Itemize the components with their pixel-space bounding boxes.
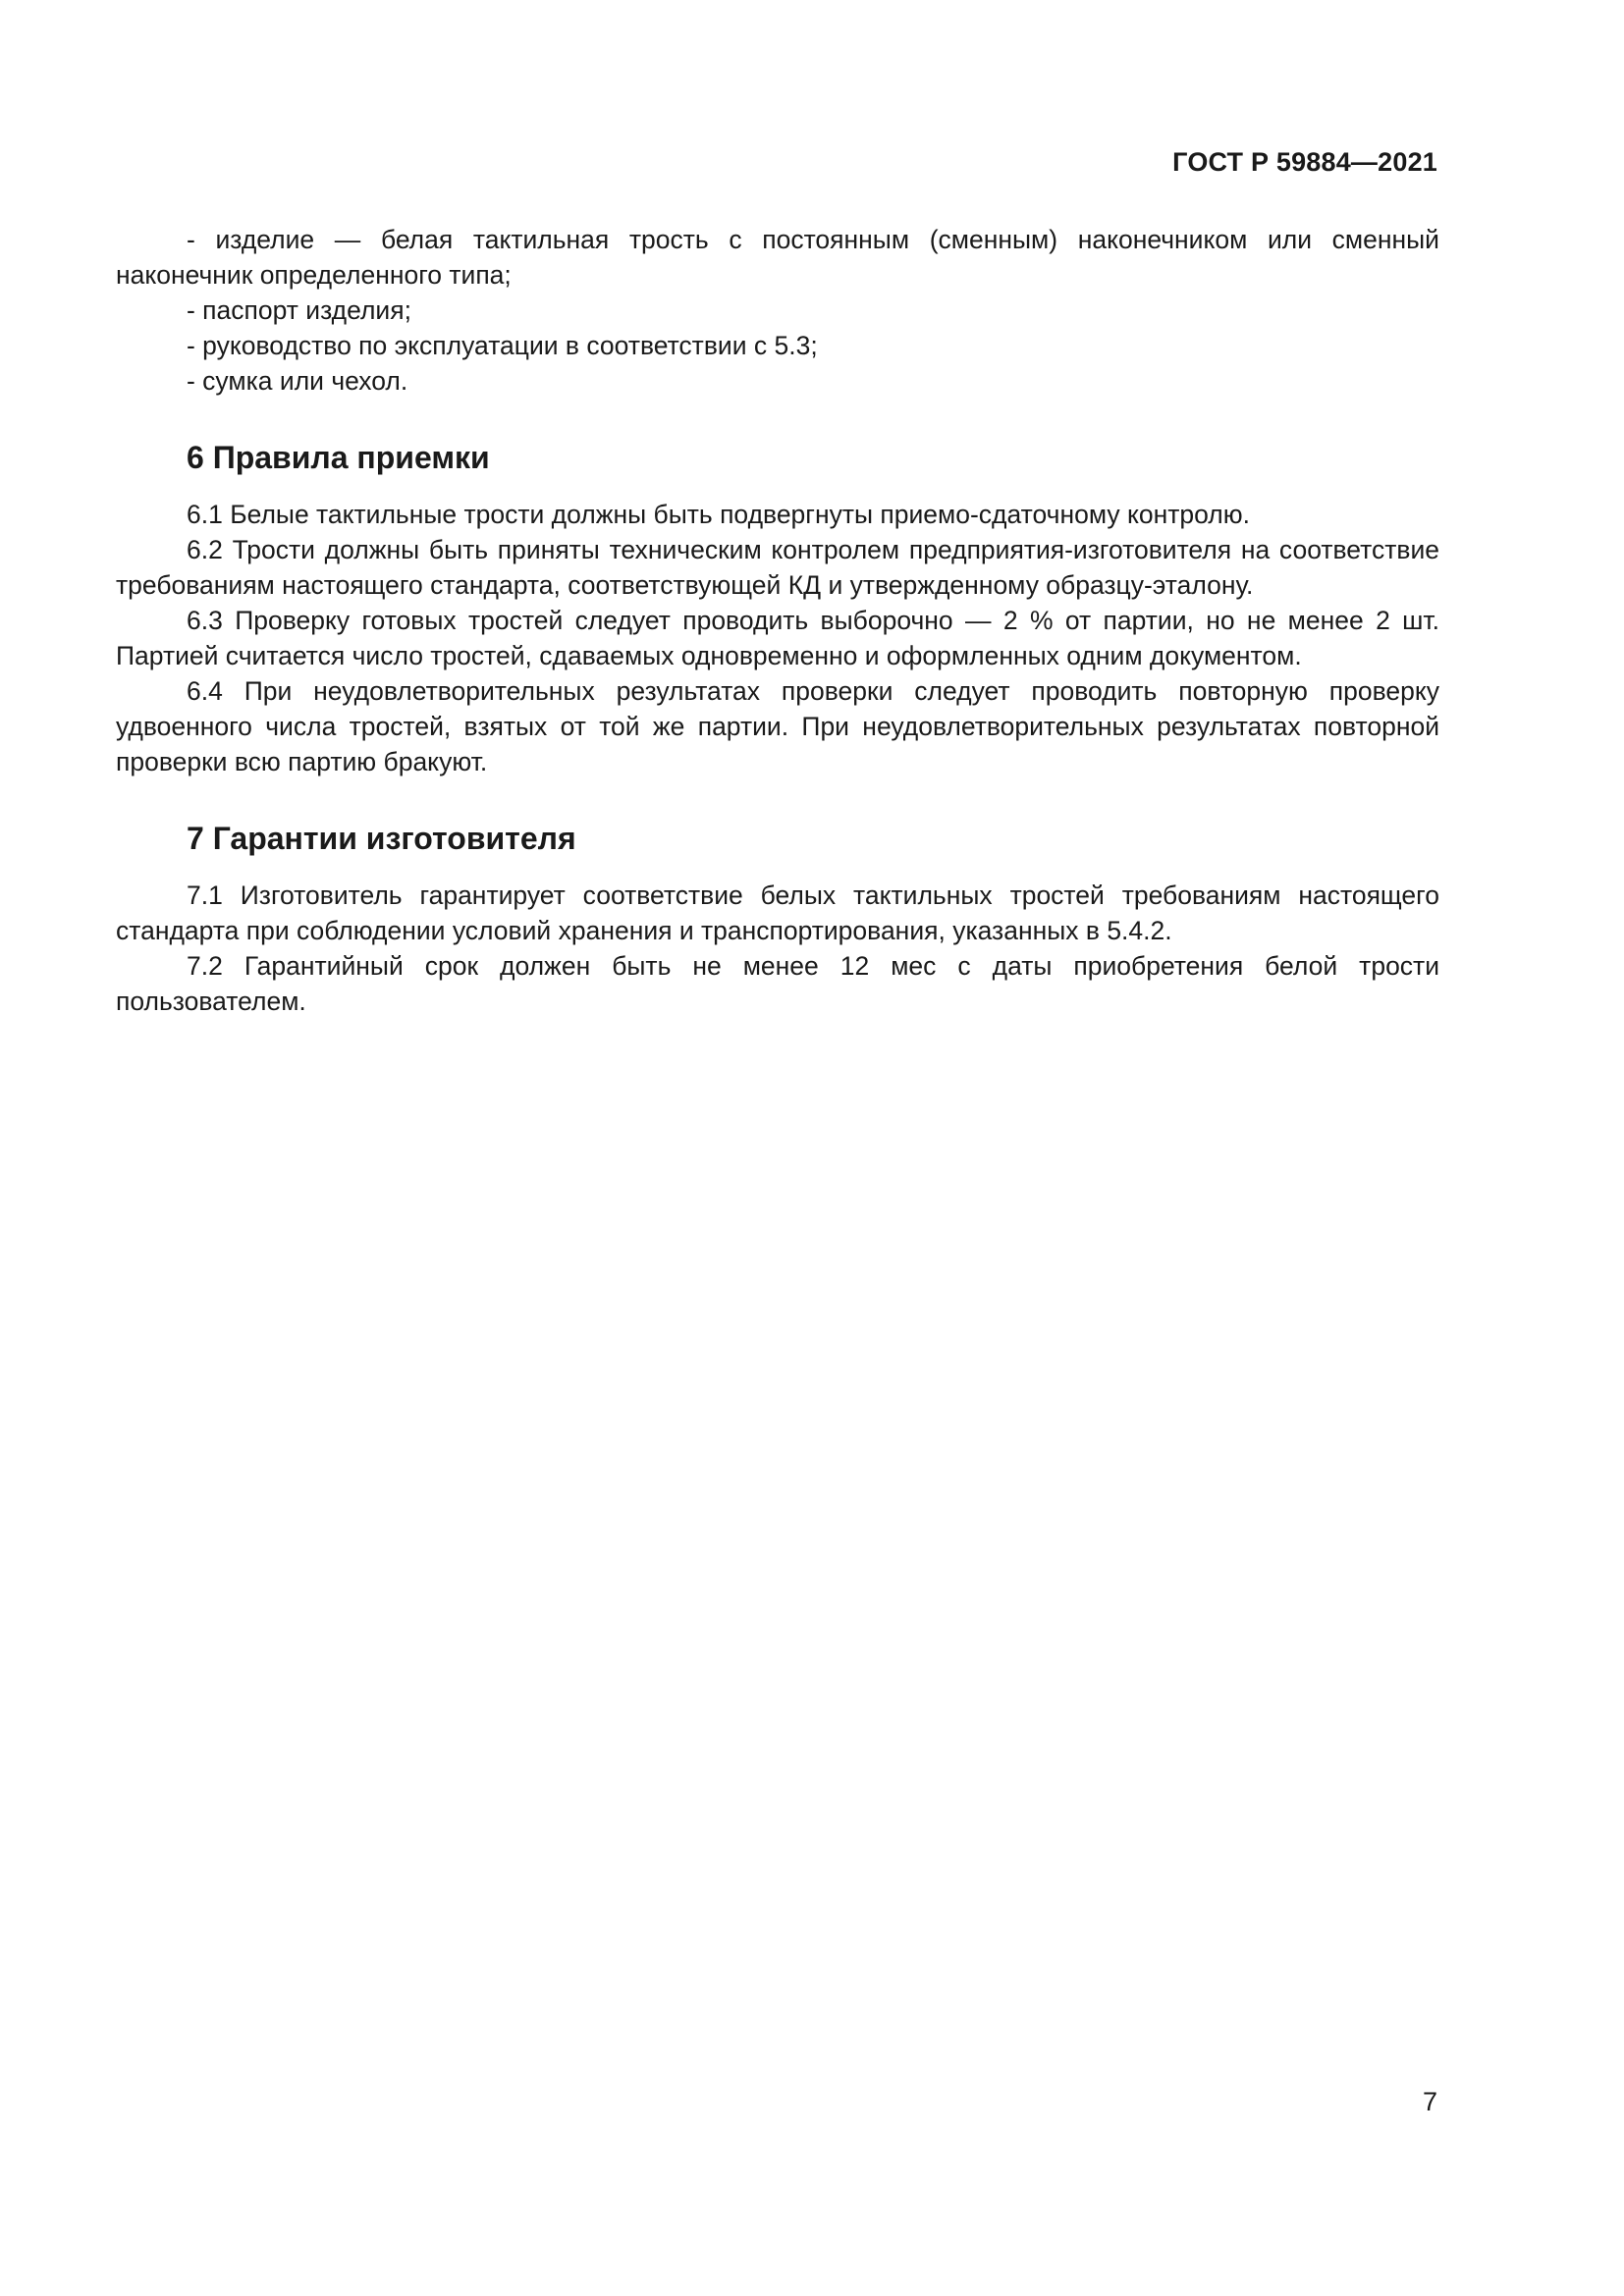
page-number: 7 [1422,2087,1437,2116]
section-heading: 6 Правила приемки [187,440,490,475]
paragraph: 6.3 Проверку готовых тростей следует проводить выборочно — 2 % от партии, но не менее 2 шт. Партией считается число тростей, сдаваемых одновременно и оформленных одним документом. [116,606,1439,670]
paragraph: 6.1 Белые тактильные трости должны быть подвергнуты приемо-сдаточному контролю. [187,500,1250,529]
list-item: - сумка или чехол. [187,366,408,396]
section-6 [116,438,1439,779]
paragraph: 7.1 Изготовитель гарантирует соответствие белых тактильных тростей требованиям настоящего стандарта при соблюдении условий хранения и транспортирования, указанных в 5.4.2. [116,881,1439,945]
document-code-header: ГОСТ Р 59884—2021 [1172,147,1437,177]
paragraph: 6.4 При неудовлетворительных результатах проверки следует проводить повторную проверку удвоенного числа тростей, взятых от той же партии. При неудовлетворительных результатах повторной проверки всю партию бракуют. [116,676,1439,776]
delivery-contents-list [116,222,1439,399]
document-body [116,222,1439,1019]
section-7 [116,819,1439,1019]
paragraph: 6.2 Трости должны быть приняты техническим контролем предприятия-изготовителя на соответствие требованиям настоящего стандарта, соответствующей КД и утвержденному образцу-эталону. [116,535,1439,600]
list-item: - паспорт изделия; [187,295,411,325]
list-item: - изделие — белая тактильная трость с постоянным (сменным) наконечником или сменный наконечник определенного типа; [116,225,1439,290]
list-item: - руководство по эксплуатации в соответствии с 5.3; [187,331,818,360]
section-heading: 7 Гарантии изготовителя [187,821,576,856]
paragraph: 7.2 Гарантийный срок должен быть не менее 12 мес с даты приобретения белой трости пользователем. [116,951,1439,1016]
